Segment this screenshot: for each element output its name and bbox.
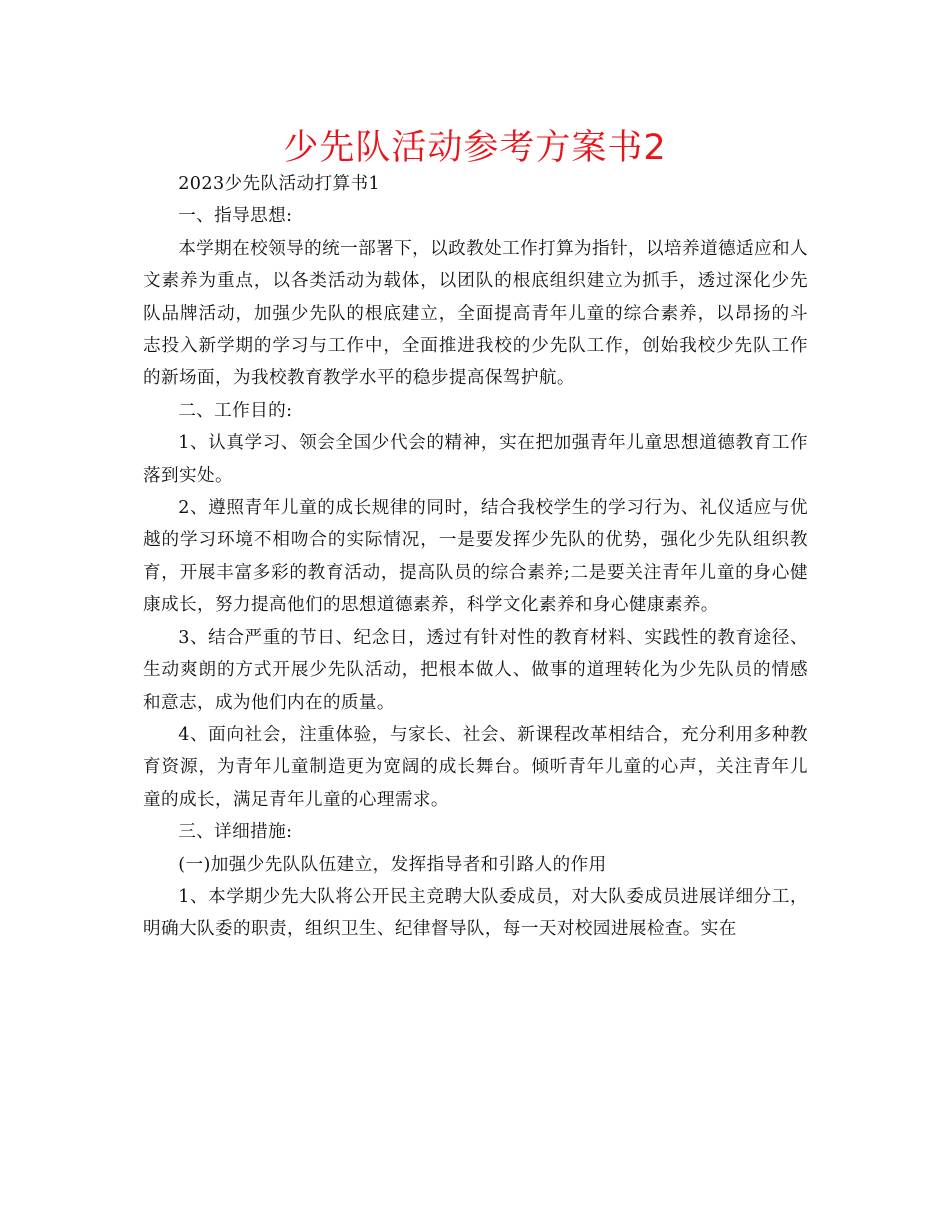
paragraph-guiding-thought: 本学期在校领导的统一部署下，以政教处工作打算为指针，以培养道德适应和人文素养为重点，以各类活动为载体，以团队的根底组织建立为抓手，透过深化少先队品牌活动，加强少先队的根底建立，全面提高青年儿童的综合素养，以昂扬的斗志投入新学期的学习与工作中，全面推进我校的少先队工作，创始我校少先队工作的新场面，为我校教育教学水平的稳步提高保驾护航。 xyxy=(143,238,808,389)
paragraph-measure-1: 1、本学期少先大队将公开民主竞聘大队委成员，对大队委成员进展详细分工，明确大队委的职责，组织卫生、纪律督导队，每一天对校园进展检查。实在 xyxy=(143,886,808,940)
paragraph-goal-2: 2、遵照青年儿童的成长规律的同时，结合我校学生的学习行为、礼仪适应与优越的学习环境不相吻合的实际情况，一是要发挥少先队的优势，强化少先队组织教育，开展丰富多彩的教育活动，提高队员的综合素养;二是要关注青年儿童的身心健康成长，努力提高他们的思想道德素养，科学文化素养和身心健康素养。 xyxy=(143,498,808,616)
paragraph-heading-measures: 三、详细措施: xyxy=(178,822,293,843)
paragraph-heading-guiding-thought: 一、指导思想: xyxy=(178,206,293,227)
paragraph-measure-subheading-1: (一)加强少先队队伍建立，发挥指导者和引路人的作用 xyxy=(178,854,607,875)
paragraph-goal-3: 3、结合严重的节日、纪念日，透过有针对性的教育材料、实践性的教育途径、生动爽朗的方式开展少先队活动，把根本做人、做事的道理转化为少先队员的情感和意志，成为他们内在的质量。 xyxy=(143,627,808,713)
document-title: 少先队活动参考方案书2 xyxy=(283,128,667,168)
paragraph-heading-work-goals: 二、工作目的: xyxy=(178,400,293,421)
document-body xyxy=(143,168,808,946)
paragraph-subtitle: 2023少先队活动打算书1 xyxy=(178,174,381,194)
paragraph-goal-4: 4、面向社会，注重体验，与家长、社会、新课程改革相结合，充分利用多种教育资源，为青年儿童制造更为宽阔的成长舞台。倾听青年儿童的心声，关注青年儿童的成长，满足青年儿童的心理需求。 xyxy=(143,724,808,810)
paragraph-goal-1: 1、认真学习、领会全国少代会的精神，实在把加强青年儿童思想道德教育工作落到实处。 xyxy=(143,433,808,486)
